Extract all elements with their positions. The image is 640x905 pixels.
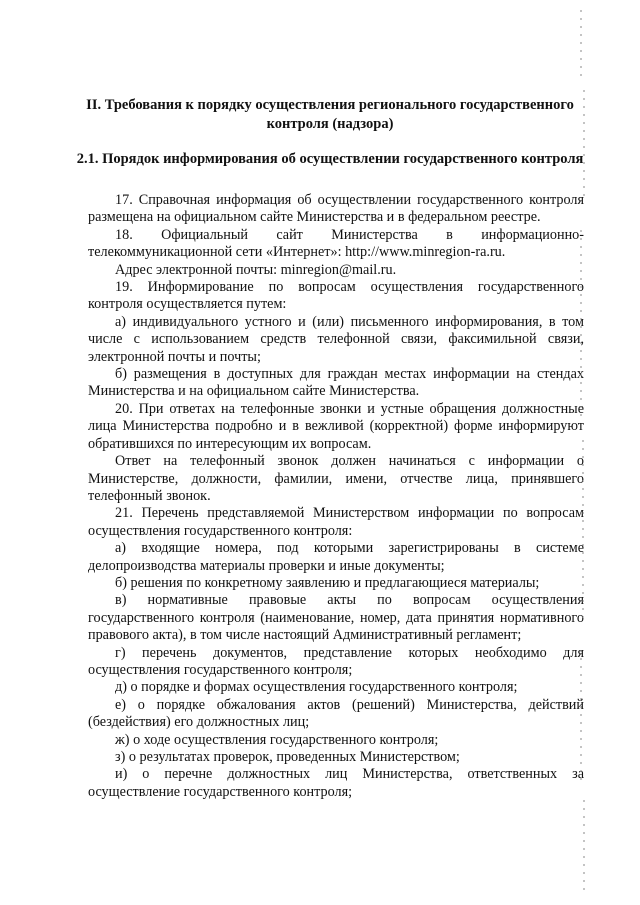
paragraph-21-d: д) о порядке и формах осуществления государственного контроля;: [115, 679, 518, 696]
email-line: Адрес электронной почты: minregion@mail.ru.: [115, 261, 397, 278]
document-body: [88, 192, 584, 801]
paragraph-19-a: а) индивидуального устного и (или) письменного информирования, в том числе с использованием средств телефонной связи, факсимильной связи, электронной почты и почты;: [88, 313, 584, 365]
section-title: II. Требования к порядку осуществления регионального государственного контроля (надзора): [86, 97, 574, 132]
paragraph-21-z: з) о результатах проверок, проведенных Министерством;: [115, 749, 460, 765]
paragraph-21-a: а) входящие номера, под которыми зарегистрированы в системе делопроизводства материалы проверки и иные документы;: [88, 540, 584, 574]
paragraph-21-e: е) о порядке обжалования актов (решений) Министерства, действий (бездействия) его должностных лиц;: [88, 696, 584, 731]
paragraph-20-answer: Ответ на телефонный звонок должен начинаться с информации о Министерстве, должности, фамилии, имени, отчестве лица, принявшего телефонный звонок.: [88, 453, 584, 504]
paragraph-21-v: в) нормативные правовые акты по вопросам осуществления государственного контроля (наименование, номер, дата принятия нормативного правового акта), в том числе настоящий Административный регламент;: [88, 592, 584, 644]
paragraph-21-i: и) о перечне должностных лиц Министерства, ответственных за осуществление государственного контроля;: [88, 766, 584, 800]
paragraph-21: 21. Перечень представляемой Министерством информации по вопросам осуществления государственного контроля:: [88, 505, 584, 539]
scan-edge-marks: [578, 0, 588, 905]
subsection-title: 2.1. Порядок информирования об осуществлении государственного контроля: [76, 151, 584, 167]
paragraph-21-b: б) решения по конкретному заявлению и предлагающиеся материалы;: [115, 574, 540, 591]
paragraph-20: 20. При ответах на телефонные звонки и устные обращения должностные лица Министерства подробно и в вежливой (корректной) форме информируют обратившихся по интересующим их вопросам.: [88, 400, 584, 452]
paragraph-17: 17. Справочная информация об осуществлении государственного контроля размещена на официальном сайте Министерства и в федеральном реестре.: [88, 192, 584, 226]
paragraph-18: 18. Официальный сайт Министерства в информационно-телекоммуникационной сети «Интернет»: http://www.minregion-ra.ru.: [88, 226, 584, 261]
paragraph-19: 19. Информирование по вопросам осуществления государственного контроля осуществляется путем:: [88, 279, 584, 313]
paragraph-19-b: б) размещения в доступных для граждан местах информации на стендах Министерства и на официальном сайте Министерства.: [88, 366, 584, 400]
paragraph-21-g: г) перечень документов, представление которых необходимо для осуществления государственного контроля;: [88, 644, 584, 678]
paragraph-21-zh: ж) о ходе осуществления государственного контроля;: [115, 731, 439, 748]
